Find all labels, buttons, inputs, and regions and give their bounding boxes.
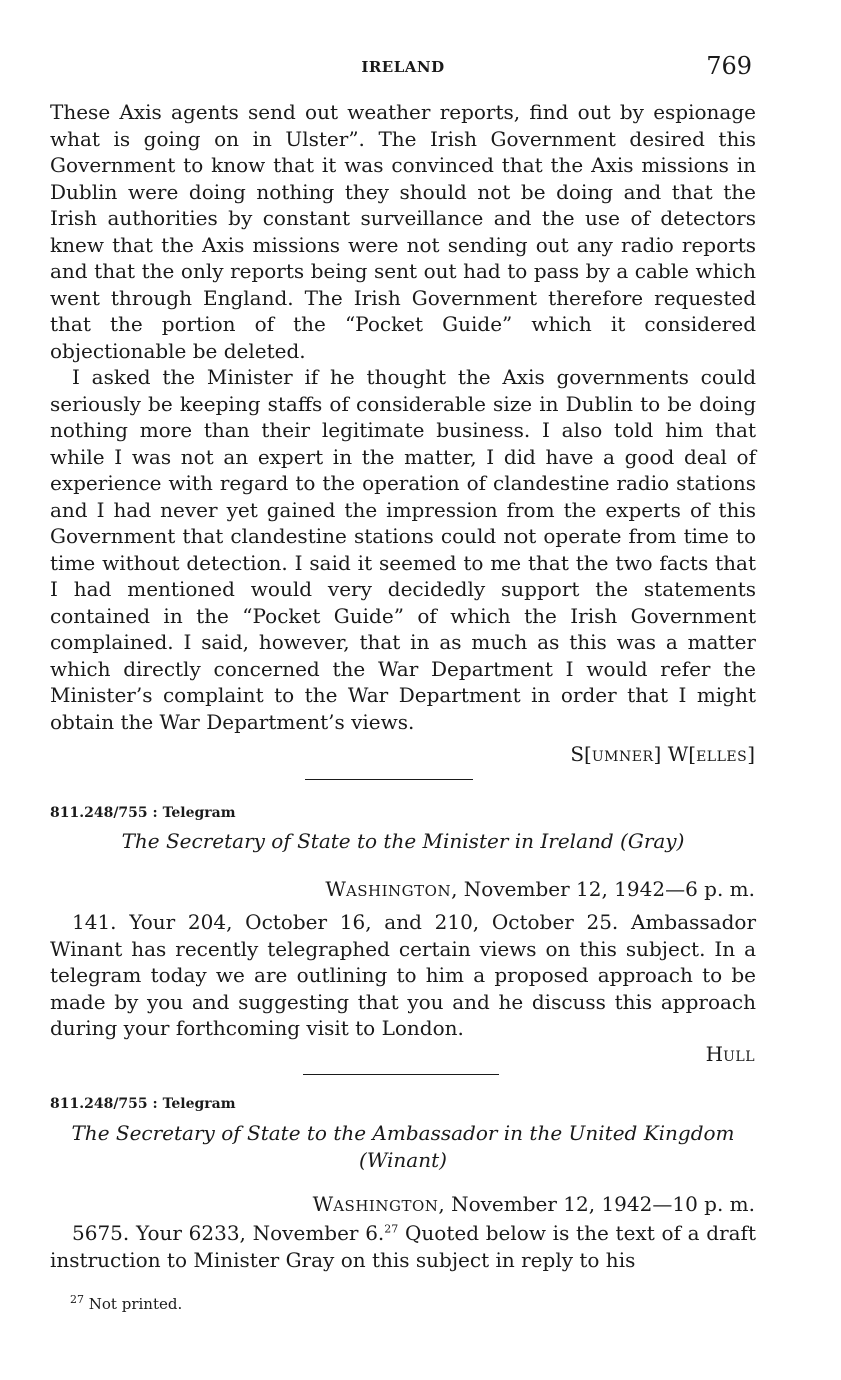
dateline-city-initial: W <box>312 1192 334 1216</box>
document-title <box>50 828 756 855</box>
section-divider <box>305 779 473 780</box>
title-line-2 <box>50 1147 756 1174</box>
title-recipient: Gray <box>627 829 677 853</box>
signature-part: ] <box>747 742 755 766</box>
page-header <box>50 52 756 82</box>
title-line-1: The Secretary of State to the Ambassador in the United Kingdom <box>71 1121 735 1145</box>
signature-smallcaps: ULL <box>723 1049 755 1065</box>
title-text: ) <box>676 829 685 853</box>
footnote-text: Not printed. <box>84 1295 183 1313</box>
paragraph-text: Quoted below is the text of a draft instruction to Minister Gray on this subject in reply to his <box>50 1221 757 1272</box>
memo-paragraph-2: I asked the Minister if he thought the Axis governments could seriously be keeping staffs of considerable size in Dublin to be doing nothing more than their legitimate business. I also told him that while I was not an expert in the matter, I did have a good deal of experience with regard to the operation of clandestine radio stations and I had never yet gained the impression from the experts of this Government that clandestine stations could not operate from time to time without detection. I said it seemed to me that the two facts that I had mentioned would very decidedly support the statements contained in the “Pocket Guide” of which the Irish Government complained. I said, however, that in as much as this was a matter which directly concerned the War Department I would refer the Minister’s complaint to the War Department in order that I might obtain the War Department’s views. <box>50 365 756 734</box>
title-text: ( <box>359 1148 367 1172</box>
file-number: 811.248/755 : Telegram <box>50 1096 236 1112</box>
dateline-date: , November 12, 1942—6 p. m. <box>451 877 755 901</box>
signature-part: ] W[ <box>653 742 697 766</box>
title-text: The Secretary of State to the Minister in Ireland ( <box>121 829 628 853</box>
section-divider <box>303 1074 499 1075</box>
telegram-5675-body <box>50 1220 756 1273</box>
document-title <box>50 1120 756 1174</box>
telegram-141-body <box>50 909 756 1042</box>
signature-smallcaps: ELLES <box>696 749 748 765</box>
title-recipient: Winant <box>366 1148 440 1172</box>
hull-signature <box>706 1042 755 1066</box>
telegram-paragraph <box>50 1220 756 1273</box>
footnote-marker: 27 <box>70 1293 84 1306</box>
dateline-city: ASHINGTON <box>345 882 452 900</box>
title-text: ) <box>439 1148 447 1172</box>
memo-paragraph-1: These Axis agents send out weather reports, find out by espionage what is going on in Ulster”. The Irish Government desired this Government to know that it was convinced that the Axis missions in Dublin were doing nothing they should not be doing and that the Irish authorities by constant surveillance and the use of detectors knew that the Axis missions were not sending out any radio reports and that the only reports being sent out had to pass by a cable which went through England. The Irish Government therefore requested that the portion of the “Pocket Guide” which it considered objectionable be deleted. <box>50 100 756 363</box>
page-number: 769 <box>706 52 752 80</box>
signature-part: S[ <box>570 742 592 766</box>
dateline-city: ASHINGTON <box>333 1197 439 1215</box>
signature-smallcaps: UMNER <box>591 749 654 765</box>
welles-memo-body <box>50 99 756 735</box>
paragraph-text: 5675. Your 6233, November 6. <box>72 1221 385 1245</box>
dateline-date: , November 12, 1942—10 p. m. <box>438 1192 755 1216</box>
file-number: 811.248/755 : Telegram <box>50 805 236 821</box>
dateline <box>325 877 755 901</box>
welles-signature <box>570 742 755 766</box>
dateline-city-initial: W <box>325 877 346 901</box>
footnote <box>70 1295 182 1313</box>
signature-initial: H <box>705 1042 724 1066</box>
telegram-paragraph: 141. Your 204, October 16, and 210, October 25. Ambassador Winant has recently telegraphed certain views on this subject. In a telegram today we are outlining to him a proposed approach to be made by you and suggesting that you and he discuss this approach during your forthcoming visit to London. <box>50 910 756 1040</box>
dateline <box>313 1192 755 1216</box>
footnote-reference: 27 <box>384 1222 399 1236</box>
running-head: IRELAND <box>361 58 445 76</box>
